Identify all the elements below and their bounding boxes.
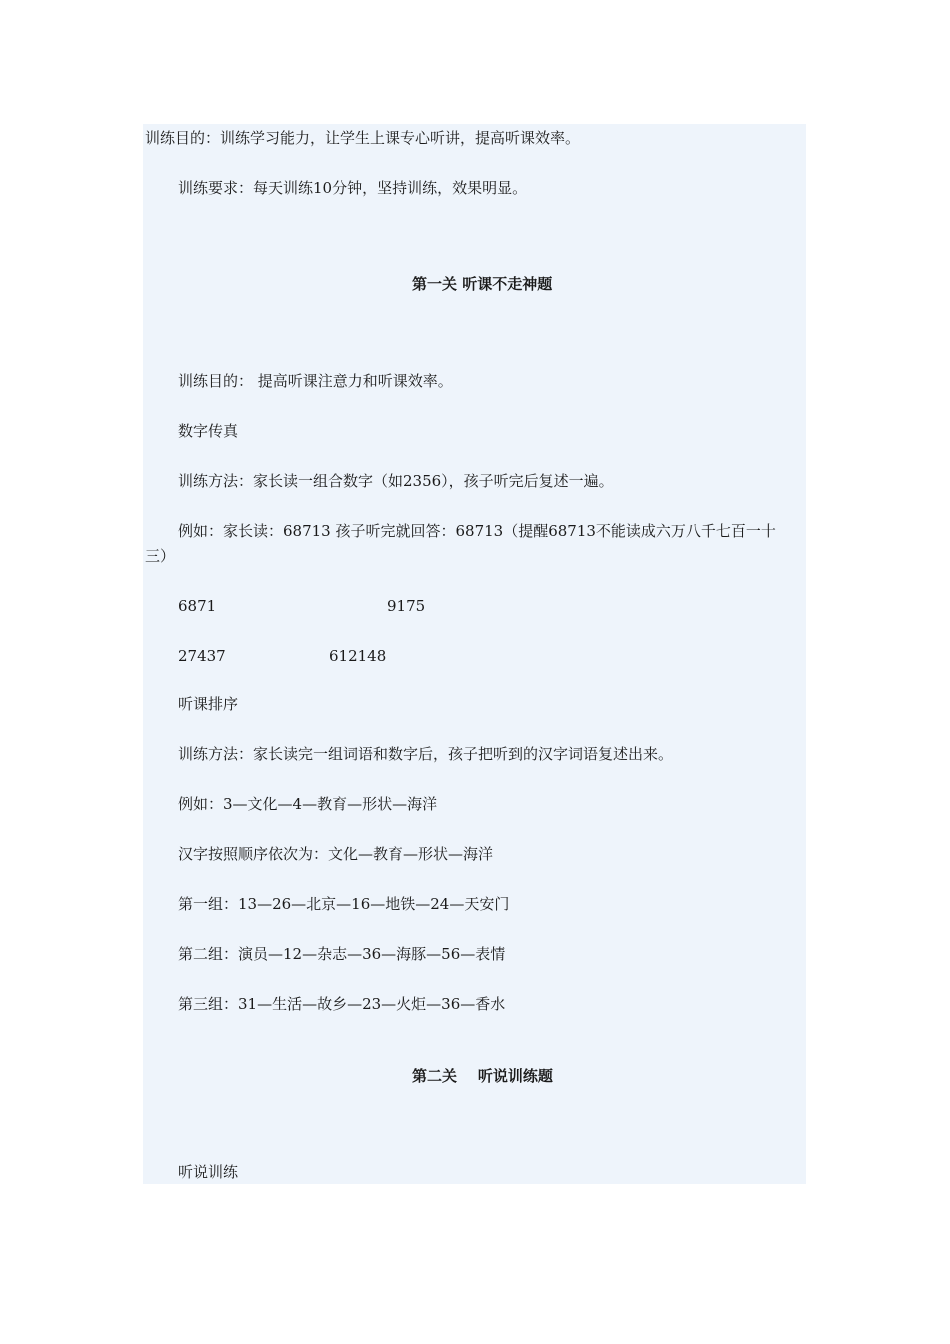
number-item: 27437 [178,647,226,665]
section-title-listening-speaking: 听说训练 [178,1163,239,1181]
section-title-digit-fax: 数字传真 [178,422,239,440]
digit-fax-method: 训练方法：家长读一组合数字（如2356），孩子听完后复述一遍。 [178,472,614,490]
level2-title: 第二关 听说训练题 [412,1067,553,1085]
digit-fax-example-continued: 三） [145,547,176,565]
listening-order-example: 例如：3—文化—4—教育—形状—海洋 [178,795,438,813]
exercise-group-3: 第三组：31—生活—故乡—23—火炬—36—香水 [178,995,506,1013]
level1-purpose: 训练目的： 提高听课注意力和听课效率。 [178,372,453,390]
section-title-listening-order: 听课排序 [178,695,239,713]
number-item: 9175 [387,597,426,615]
number-item: 6871 [178,597,217,615]
exercise-group-2: 第二组：演员—12—杂志—36—海豚—56—表情 [178,945,506,963]
listening-order-answer: 汉字按照顺序依次为：文化—教育—形状—海洋 [178,845,494,863]
listening-order-method: 训练方法：家长读完一组词语和数字后，孩子把听到的汉字词语复述出来。 [178,745,674,763]
intro-purpose: 训练目的：训练学习能力，让学生上课专心听讲，提高听课效率。 [145,129,581,147]
exercise-group-1: 第一组：13—26—北京—16—地铁—24—天安门 [178,895,510,913]
digit-fax-example: 例如：家长读：68713 孩子听完就回答：68713（提醒68713不能读成六万八千七百一十 [178,522,776,540]
level1-title: 第一关 听课不走神题 [412,275,553,293]
number-item: 612148 [329,647,387,665]
intro-requirement: 训练要求：每天训练10分钟，坚持训练，效果明显。 [178,179,528,197]
